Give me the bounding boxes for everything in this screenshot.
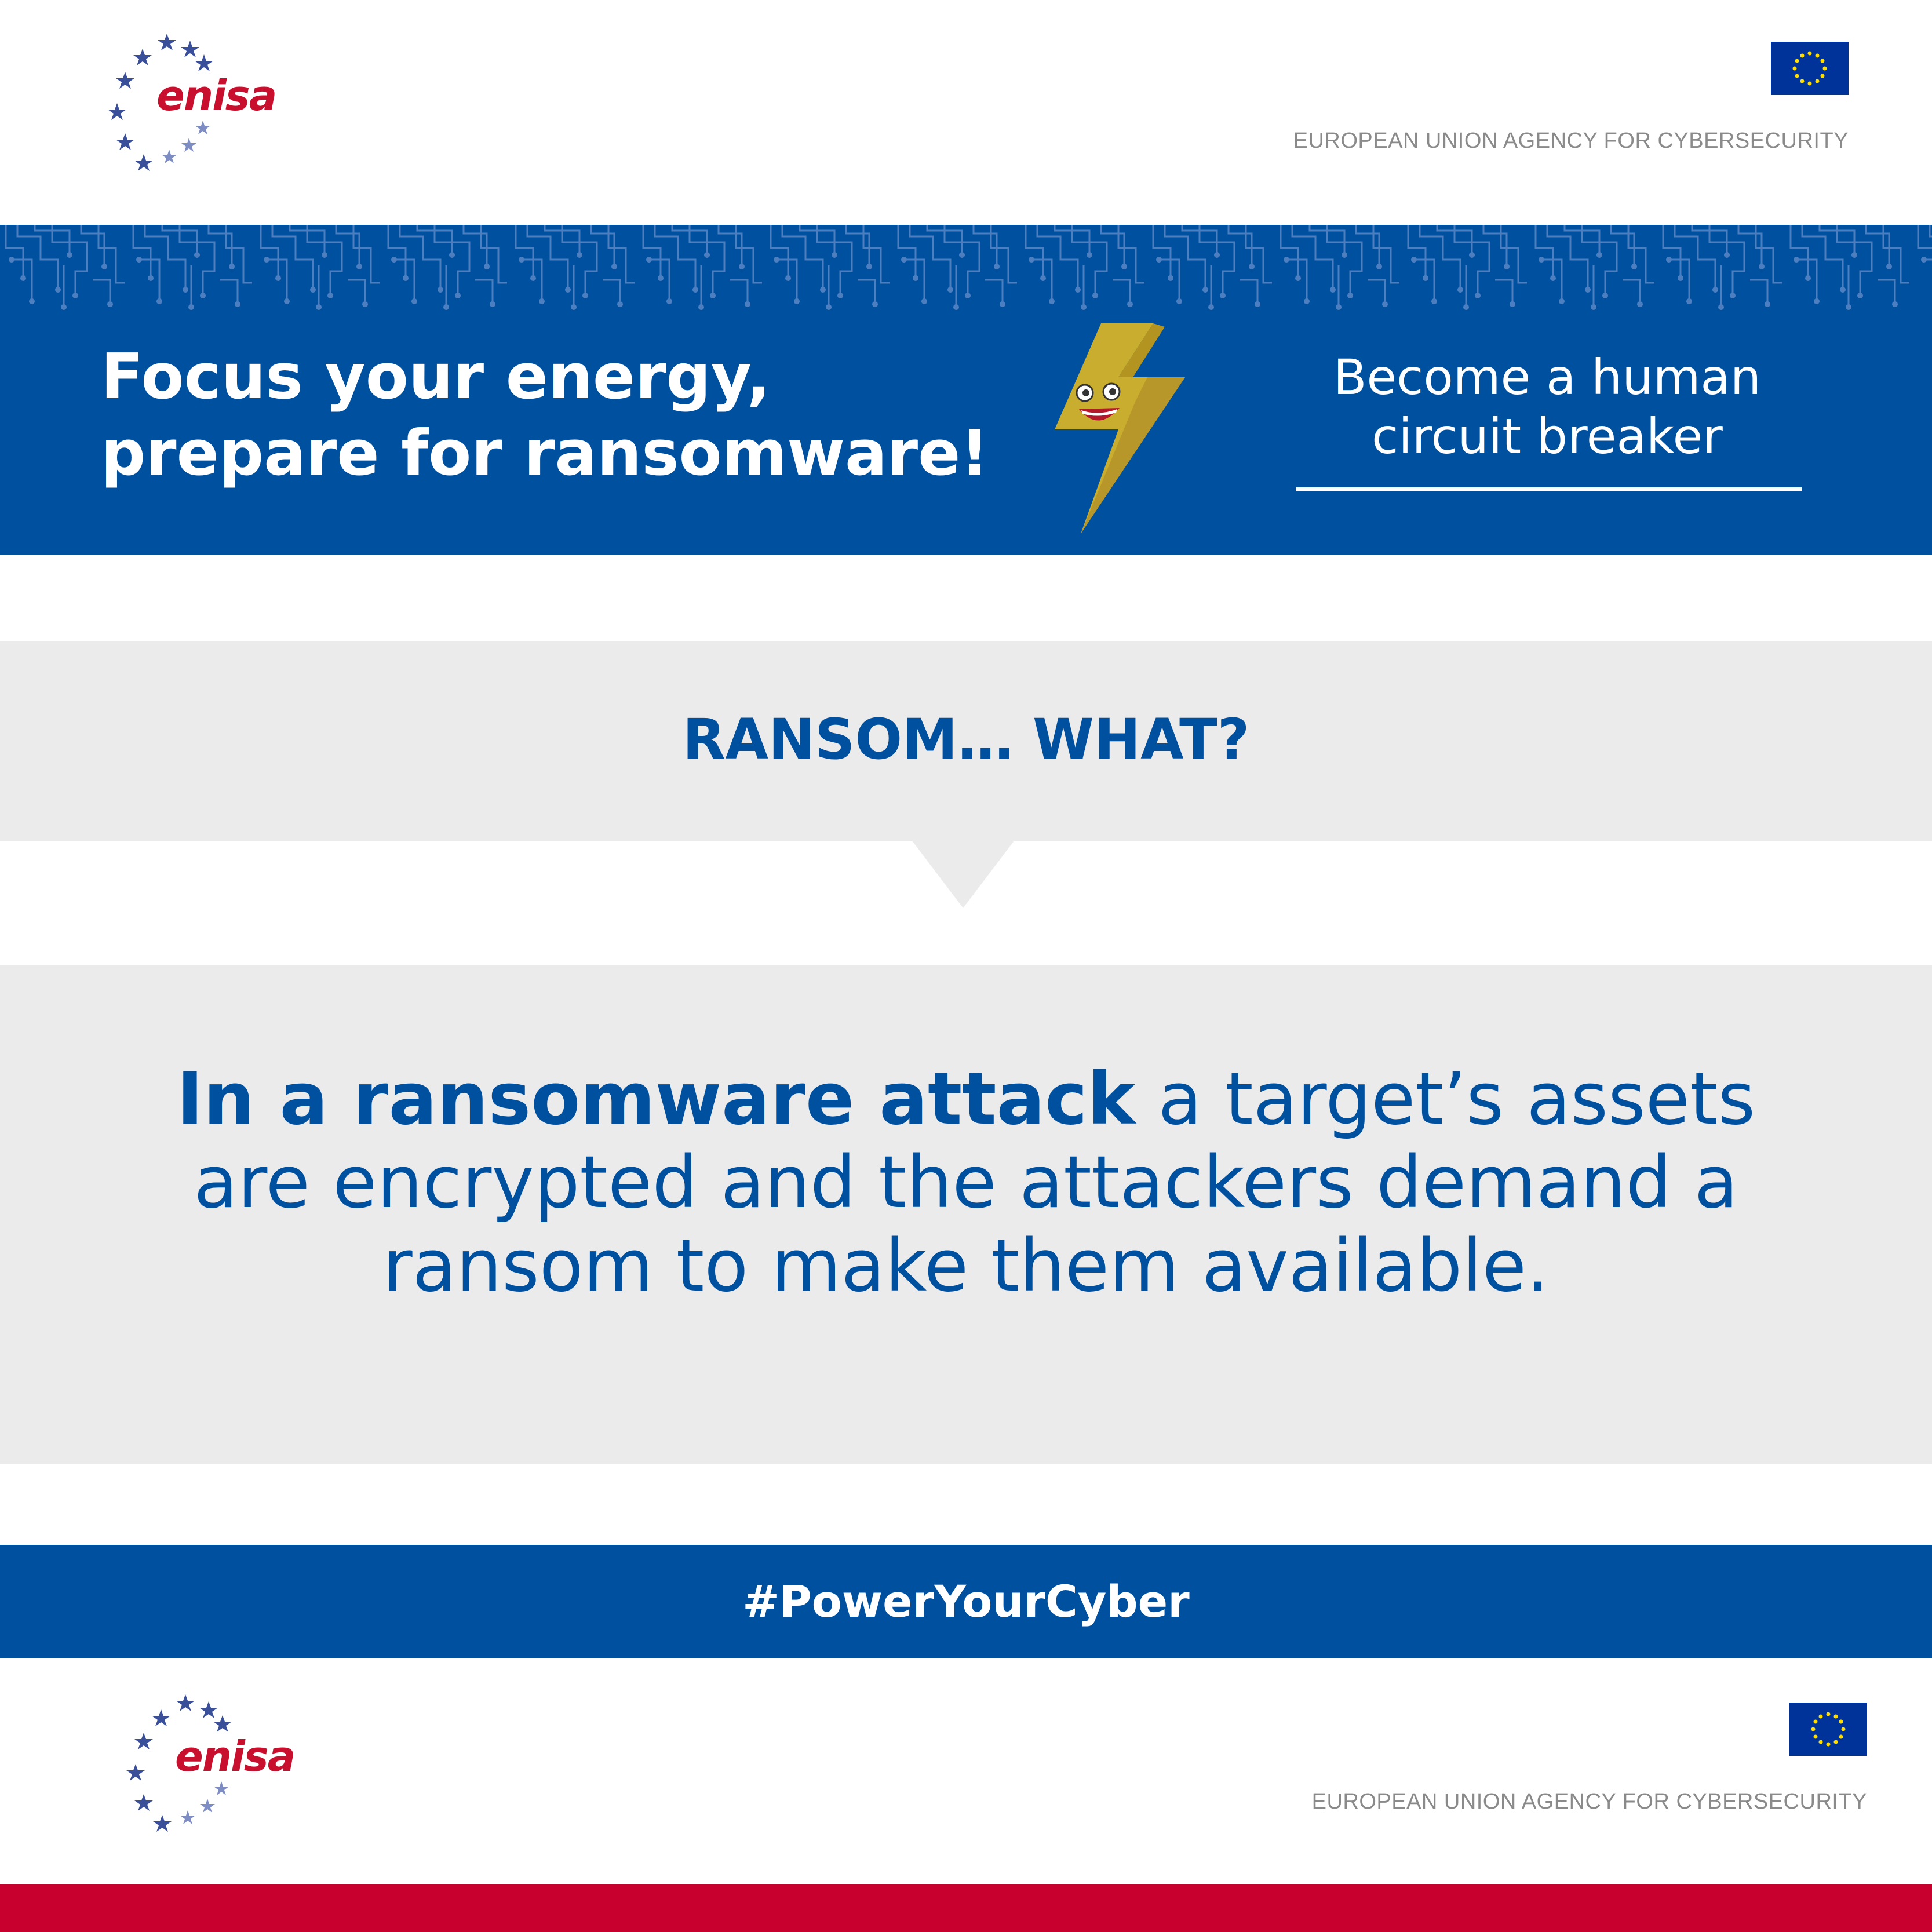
bottom-red-bar	[0, 1884, 1932, 1932]
definition-bold: In a ransomware attack	[176, 1058, 1136, 1141]
enisa-logo-top	[104, 28, 278, 173]
headline-line-2: prepare for ransomware!	[101, 417, 989, 490]
enisa-wordmark: enisa	[175, 1732, 295, 1781]
subline-line-1: Become a human	[1333, 349, 1762, 406]
banner-headline	[101, 339, 989, 492]
enisa-wordmark: enisa	[156, 71, 276, 120]
eu-flag-icon	[1771, 42, 1849, 95]
subline-underline	[1296, 487, 1802, 491]
speech-pointer-icon	[912, 841, 1014, 908]
question-heading: RANSOM… WHAT?	[682, 707, 1250, 772]
enisa-logo-bottom	[123, 1689, 297, 1833]
circuit-pattern-icon	[0, 225, 1932, 312]
hashtag-text: #PowerYourCyber	[742, 1576, 1190, 1627]
subline-line-2: circuit breaker	[1372, 408, 1723, 465]
lightning-bolt-mascot-icon	[1055, 322, 1194, 537]
headline-line-1: Focus your energy,	[101, 341, 771, 413]
definition-rest: a target’s assets are encrypted and the attackers demand a ransom to make them available.	[194, 1058, 1756, 1308]
agency-name-bottom: EUROPEAN UNION AGENCY FOR CYBERSECURITY	[1311, 1789, 1867, 1814]
banner-subline	[1252, 348, 1843, 466]
eu-flag-icon	[1789, 1703, 1867, 1756]
definition-text	[174, 1058, 1758, 1308]
agency-name-top: EUROPEAN UNION AGENCY FOR CYBERSECURITY	[1293, 129, 1849, 153]
